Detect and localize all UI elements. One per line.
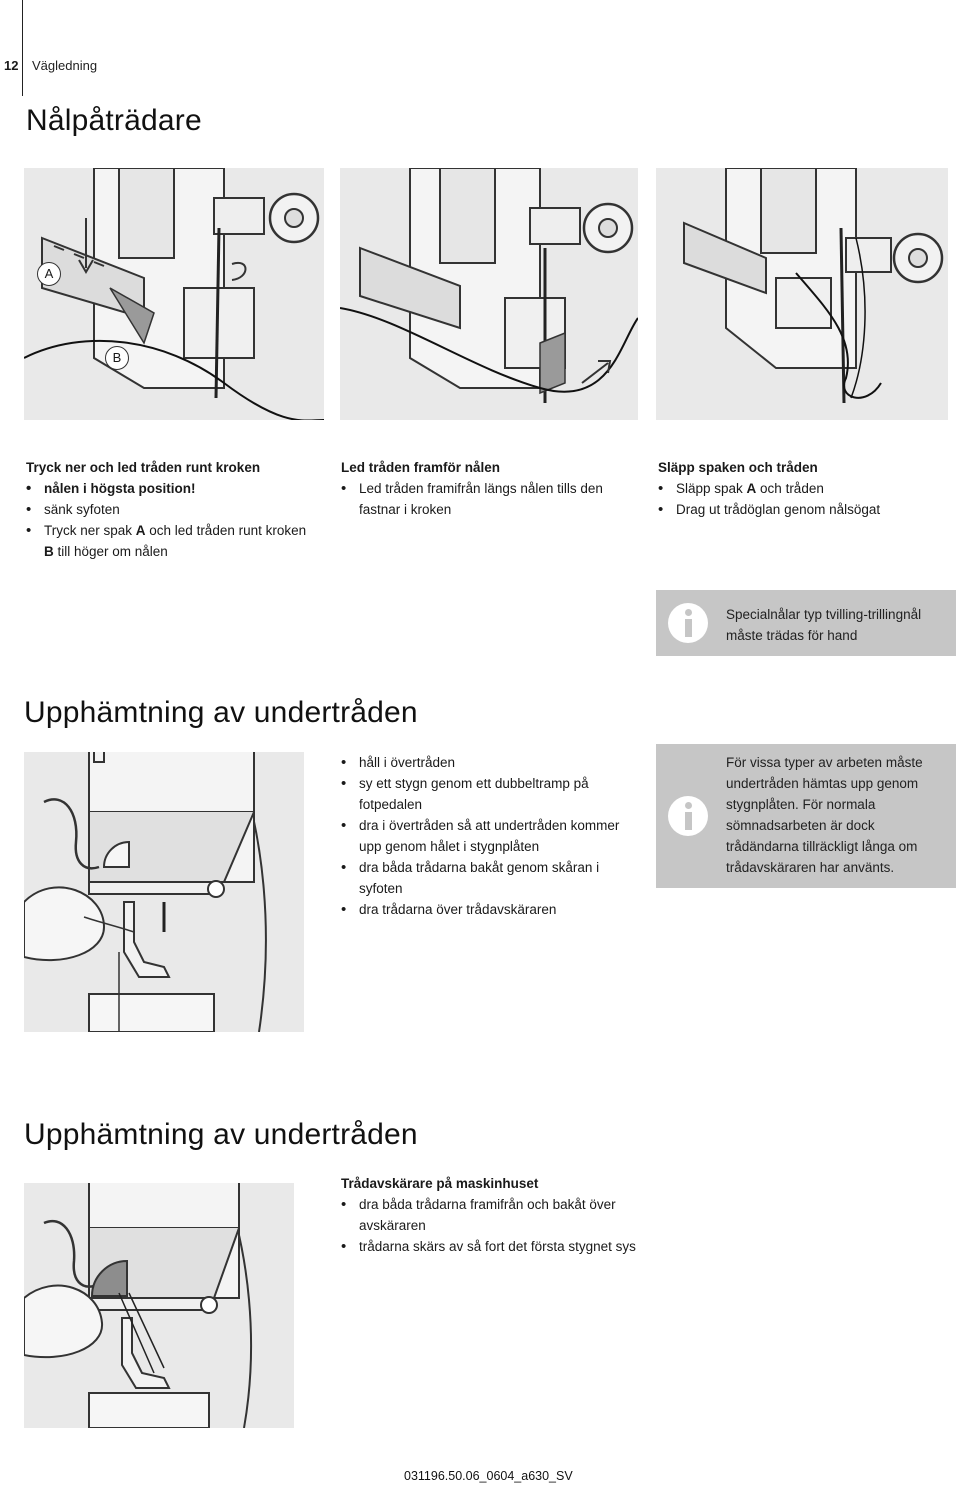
step-1-heading: Tryck ner och led tråden runt kroken bbox=[26, 460, 261, 475]
figure-threader-step-3 bbox=[656, 168, 948, 420]
step-2-item: • Led tråden framifrån längs nålen tills den fastnar i kroken bbox=[341, 478, 631, 520]
step-3-list bbox=[658, 478, 948, 520]
step-1-item: • nålen i högsta position! bbox=[26, 478, 316, 499]
bobbin-pickup-item: • håll i övertråden bbox=[341, 752, 631, 773]
step-3-caption bbox=[658, 458, 948, 520]
info-box-bobbin-thread bbox=[656, 744, 956, 888]
step-2-list bbox=[341, 478, 631, 520]
bobbin-pickup-item: • sy ett stygn genom ett dubbeltramp på fotpedalen bbox=[341, 773, 631, 815]
info-text: Specialnålar typ tvilling-trillingnål måste trädas för hand bbox=[726, 607, 922, 643]
illustration-bobbin-pickup bbox=[24, 752, 304, 1032]
document-code: 031196.50.06_0604_a630_SV bbox=[404, 1469, 573, 1483]
section-title-bobbin-pickup: Upphämtning av undertråden bbox=[24, 696, 418, 729]
label-b-marker: B bbox=[105, 346, 129, 370]
info-icon bbox=[668, 796, 708, 836]
thread-cutter-item: • trådarna skärs av så fort det första stygnet sys bbox=[341, 1236, 641, 1257]
page-title: Nålpåträdare bbox=[26, 104, 202, 137]
thread-cutter-heading: Trådavskärare på maskinhuset bbox=[341, 1176, 539, 1191]
info-box-special-needles bbox=[656, 590, 956, 656]
info-text: För vissa typer av arbeten måste undertråden hämtas upp genom stygnplåten. För normala sömnadsarbeten är dock trådändarna tillräckligt långa om trådavskäraren har använts. bbox=[726, 755, 923, 875]
step-1-item: • sänk syfoten bbox=[26, 499, 316, 520]
step-2-caption bbox=[341, 458, 631, 520]
step-3-item: • Släpp spak A och tråden bbox=[658, 478, 948, 499]
illustration-threader-release bbox=[656, 168, 948, 420]
bobbin-pickup-steps bbox=[341, 752, 631, 920]
step-1-caption bbox=[26, 458, 316, 562]
thread-cutter-item: • dra båda trådarna framifrån och bakåt över avskäraren bbox=[341, 1194, 641, 1236]
header-divider bbox=[22, 0, 23, 96]
page-number: 12 bbox=[4, 58, 19, 73]
step-2-heading: Led tråden framför nålen bbox=[341, 460, 501, 475]
step-3-heading: Släpp spaken och tråden bbox=[658, 460, 818, 475]
bobbin-pickup-item: • dra trådarna över trådavskäraren bbox=[341, 899, 631, 920]
illustration-threader-press-lever bbox=[24, 168, 324, 420]
bobbin-pickup-list bbox=[341, 752, 631, 920]
step-1-list bbox=[26, 478, 316, 562]
thread-cutter-steps bbox=[341, 1174, 641, 1257]
step-1-item: • Tryck ner spak A och led tråden runt kroken B till höger om nålen bbox=[26, 520, 316, 562]
section-title-thread-cutter: Upphämtning av undertråden bbox=[24, 1118, 418, 1151]
figure-threader-step-1 bbox=[24, 168, 324, 420]
illustration-threader-guide-thread bbox=[340, 168, 638, 420]
label-a-marker: A bbox=[37, 262, 61, 286]
info-icon bbox=[668, 603, 708, 643]
thread-cutter-list bbox=[341, 1194, 641, 1257]
section-label: Vägledning bbox=[32, 58, 98, 73]
illustration-thread-cutter bbox=[24, 1183, 294, 1428]
figure-thread-cutter bbox=[24, 1183, 294, 1428]
figure-threader-step-2 bbox=[340, 168, 638, 420]
bobbin-pickup-item: • dra i övertråden så att undertråden kommer upp genom hålet i stygnplåten bbox=[341, 815, 631, 857]
step-3-item: • Drag ut trådöglan genom nålsögat bbox=[658, 499, 948, 520]
figure-bobbin-pickup bbox=[24, 752, 304, 1032]
bobbin-pickup-item: • dra båda trådarna bakåt genom skåran i syfoten bbox=[341, 857, 631, 899]
